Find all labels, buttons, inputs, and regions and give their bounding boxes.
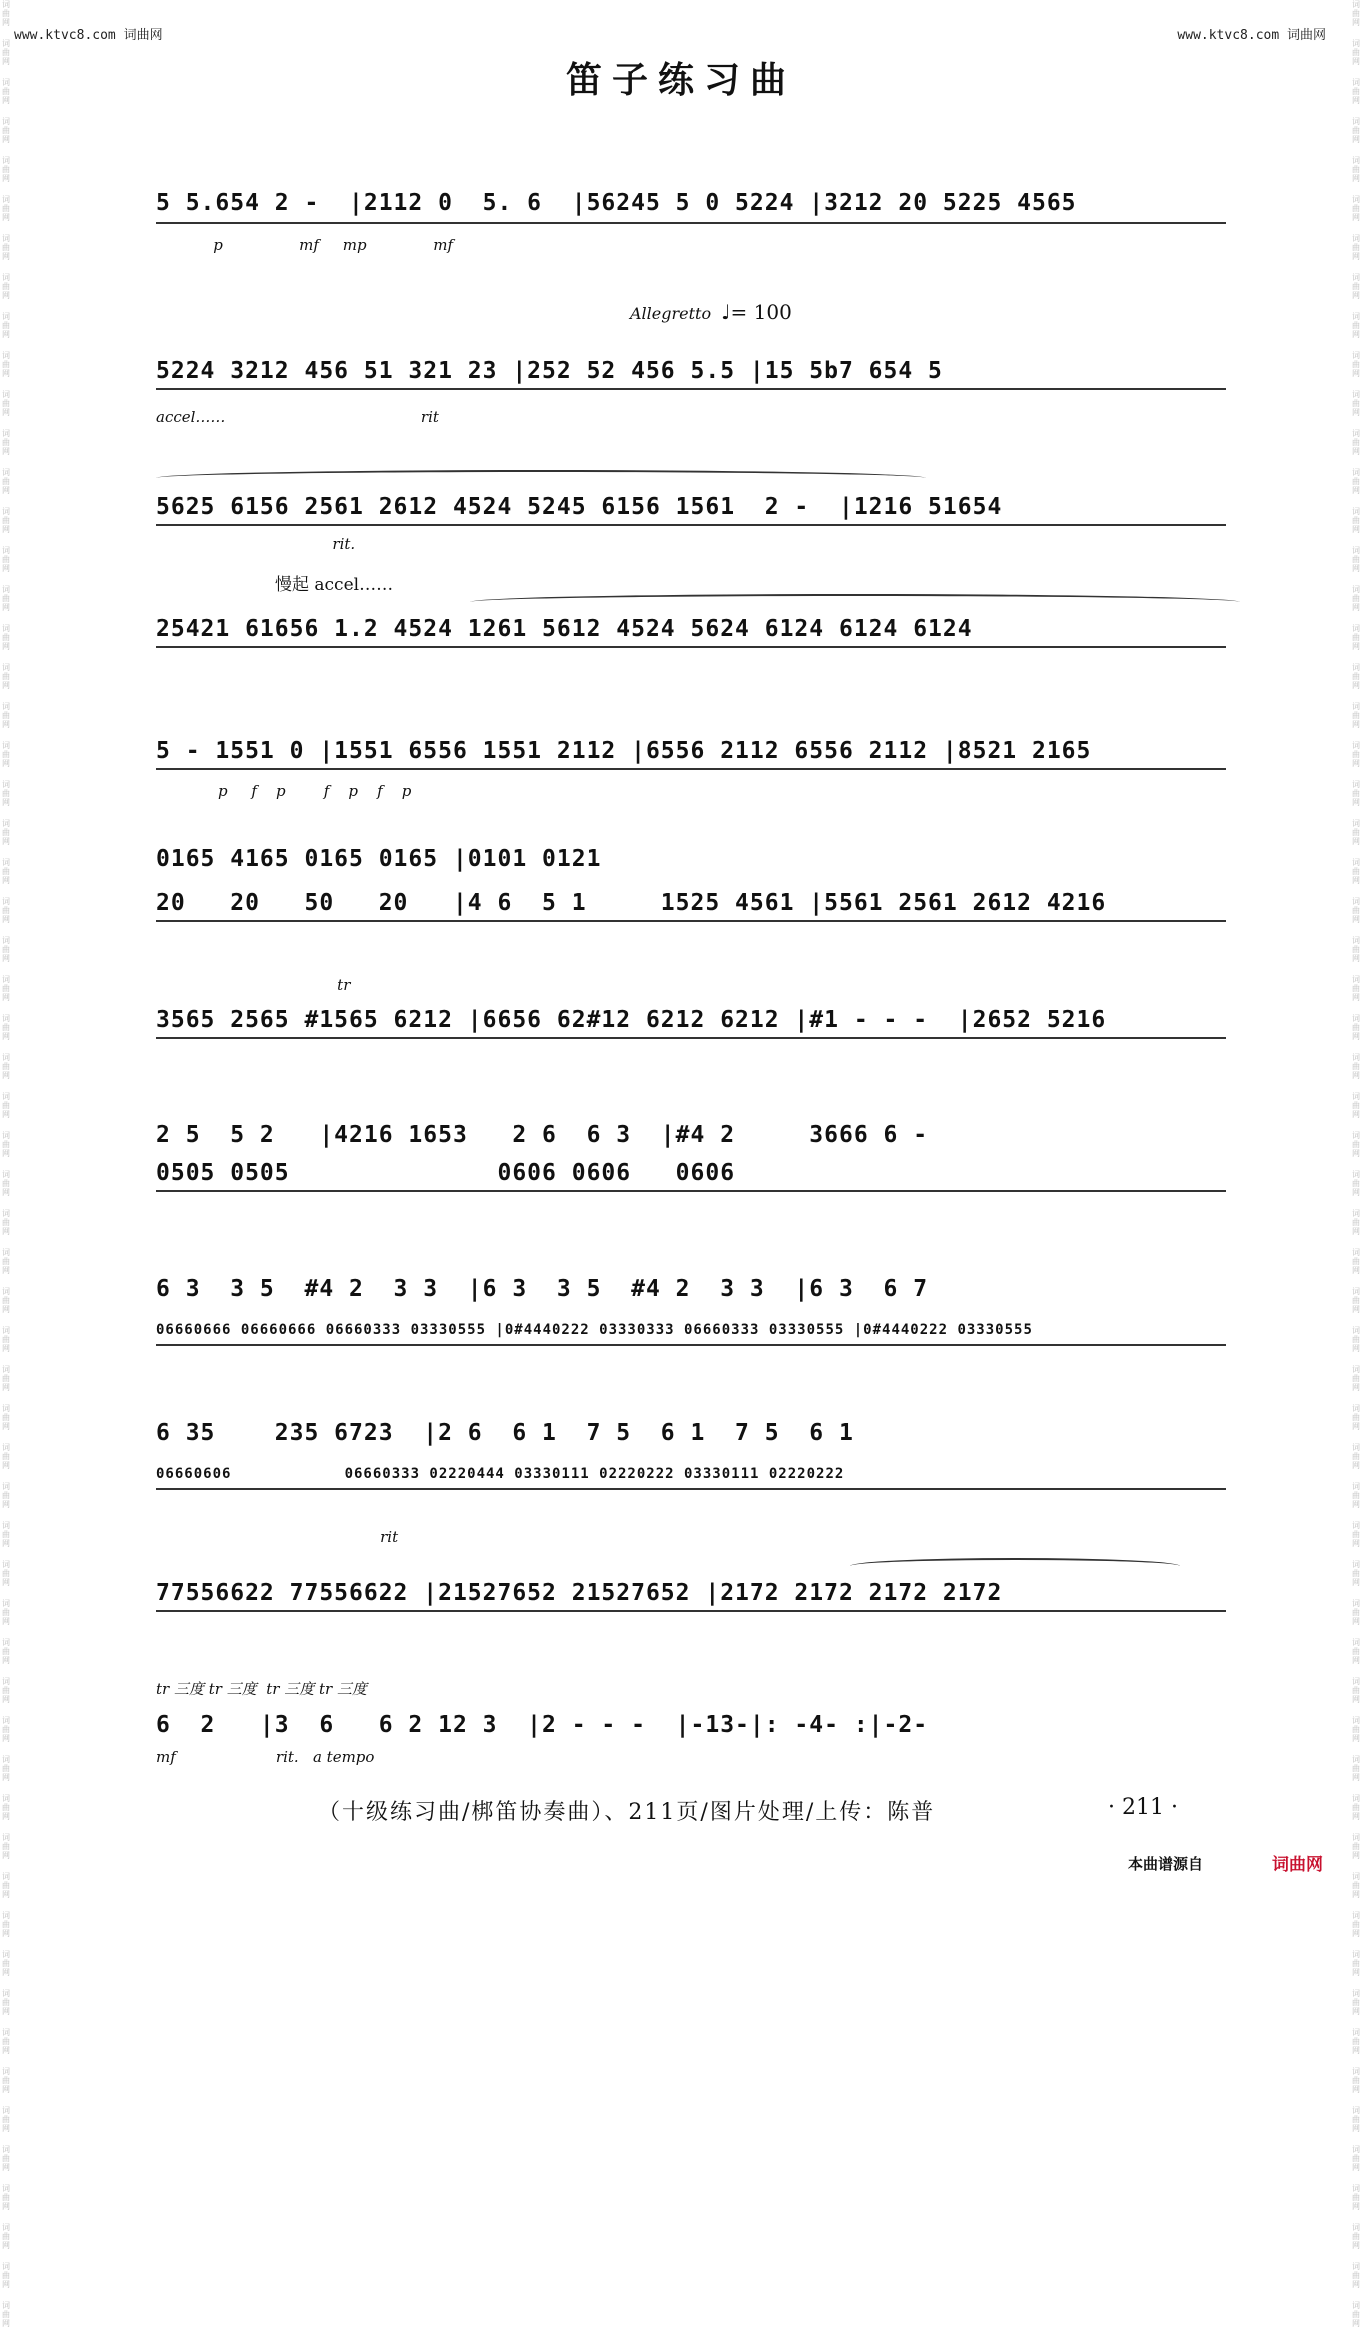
watermark-text: 词曲网 bbox=[2, 312, 10, 339]
watermark-text: 词曲网 bbox=[2, 546, 10, 573]
watermark-text: 词曲网 bbox=[2, 507, 10, 534]
watermark-text: 词曲网 bbox=[2, 468, 10, 495]
watermark-text: 词曲网 bbox=[2, 1560, 10, 1587]
watermark-text: 词曲网 bbox=[2, 1638, 10, 1665]
score-line-2: 5224 3212 456 51 321 23 |252 52 456 5.5 |15 5b7 654 5 bbox=[156, 358, 943, 384]
dynamics-line-2: accel…… rit bbox=[156, 408, 439, 426]
watermark-text: 词曲网 bbox=[2, 780, 10, 807]
watermark-text: 词曲网 bbox=[2, 2145, 10, 2172]
watermark-text: 词曲网 bbox=[2, 936, 10, 963]
watermark-text: 词曲网 bbox=[1352, 1677, 1360, 1704]
watermark-text: 词曲网 bbox=[1352, 1365, 1360, 1392]
watermark-text: 词曲网 bbox=[2, 741, 10, 768]
watermark-text: 词曲网 bbox=[2, 351, 10, 378]
watermark-text: 词曲网 bbox=[1352, 2301, 1360, 2328]
watermark-text: 词曲网 bbox=[2, 2301, 10, 2328]
beam-line-1 bbox=[156, 222, 1226, 224]
watermark-text: 词曲网 bbox=[1352, 1872, 1360, 1899]
score-line-9-upper: 6 3 3 5 #4 2 3 3 |6 3 3 5 #4 2 3 3 |6 3 6 7 bbox=[156, 1276, 929, 1302]
watermark-text: 词曲网 bbox=[2, 1755, 10, 1782]
watermark-text: 词曲网 bbox=[2, 1872, 10, 1899]
beam-line-10 bbox=[156, 1488, 1226, 1490]
watermark-text: 词曲网 bbox=[1352, 507, 1360, 534]
right-watermark-strip bbox=[1350, 0, 1362, 2328]
watermark-text: 词曲网 bbox=[2, 1248, 10, 1275]
dynamics-line-12: mf rit. a tempo bbox=[156, 1748, 375, 1766]
watermark-text: 词曲网 bbox=[2, 1599, 10, 1626]
watermark-text: 词曲网 bbox=[2, 858, 10, 885]
watermark-text: 词曲网 bbox=[1352, 1131, 1360, 1158]
slur-arc bbox=[470, 594, 1240, 610]
dynamics-line-7: tr bbox=[156, 976, 351, 994]
dynamics-line-5: p f p f p f p bbox=[156, 782, 412, 800]
watermark-text: 词曲网 bbox=[1352, 1521, 1360, 1548]
slur-arc bbox=[156, 470, 926, 486]
watermark-text: 词曲网 bbox=[2, 39, 10, 66]
watermark-text: 词曲网 bbox=[1352, 936, 1360, 963]
watermark-text: 词曲网 bbox=[1352, 156, 1360, 183]
score-line-9-lower: 06660666 06660666 06660333 03330555 |0#4440222 03330333 06660333 03330555 |0#4440222 03330555 bbox=[156, 1322, 1033, 1338]
watermark-text: 词曲网 bbox=[2, 1365, 10, 1392]
watermark-text: 词曲网 bbox=[2, 1521, 10, 1548]
watermark-text: 词曲网 bbox=[1352, 1638, 1360, 1665]
watermark-text: 词曲网 bbox=[1352, 1560, 1360, 1587]
watermark-text: 词曲网 bbox=[2, 1092, 10, 1119]
watermark-text: 词曲网 bbox=[1352, 1248, 1360, 1275]
watermark-text: 词曲网 bbox=[2, 2184, 10, 2211]
watermark-text: 词曲网 bbox=[1352, 1404, 1360, 1431]
beam-line-4 bbox=[156, 646, 1226, 648]
watermark-text: 词曲网 bbox=[2, 1014, 10, 1041]
watermark-text: 词曲网 bbox=[2, 117, 10, 144]
watermark-text: 词曲网 bbox=[1352, 1911, 1360, 1938]
beam-line-2 bbox=[156, 388, 1226, 390]
watermark-text: 词曲网 bbox=[1352, 234, 1360, 261]
watermark-text: 词曲网 bbox=[2, 273, 10, 300]
watermark-text: 词曲网 bbox=[1352, 2223, 1360, 2250]
slow-start-annotation: 慢起 accel…… bbox=[275, 575, 394, 595]
ornament-line-12: tr 三度 tr 三度 tr 三度 tr 三度 bbox=[156, 1680, 367, 1698]
watermark-text: 词曲网 bbox=[2, 1833, 10, 1860]
watermark-text: 词曲网 bbox=[1352, 1092, 1360, 1119]
watermark-text: 词曲网 bbox=[2, 0, 10, 27]
watermark-text: 词曲网 bbox=[2, 585, 10, 612]
score-line-3: 5625 6156 2561 2612 4524 5245 6156 1561 2 - |1216 51654 bbox=[156, 494, 1003, 520]
watermark-text: 词曲网 bbox=[1352, 2184, 1360, 2211]
watermark-text: 词曲网 bbox=[1352, 819, 1360, 846]
watermark-text: 词曲网 bbox=[2, 2028, 10, 2055]
score-line-6-upper: 0165 4165 0165 0165 |0101 0121 bbox=[156, 846, 602, 872]
watermark-text: 词曲网 bbox=[1352, 273, 1360, 300]
watermark-text: 词曲网 bbox=[2, 1989, 10, 2016]
watermark-text: 词曲网 bbox=[1352, 195, 1360, 222]
beam-line-6 bbox=[156, 920, 1226, 922]
tempo-marking bbox=[630, 300, 792, 324]
beam-line-3 bbox=[156, 524, 1226, 526]
watermark-text: 词曲网 bbox=[1352, 312, 1360, 339]
beam-line-5 bbox=[156, 768, 1226, 770]
watermark-text: 词曲网 bbox=[1352, 1989, 1360, 2016]
watermark-text: 词曲网 bbox=[2, 2106, 10, 2133]
watermark-text: 词曲网 bbox=[2, 156, 10, 183]
beam-line-9 bbox=[156, 1344, 1226, 1346]
watermark-text: 词曲网 bbox=[1352, 546, 1360, 573]
watermark-text: 词曲网 bbox=[1352, 624, 1360, 651]
site-logo[interactable]: 词曲网 bbox=[1272, 1855, 1323, 1875]
watermark-text: 词曲网 bbox=[2, 702, 10, 729]
watermark-text: 词曲网 bbox=[1352, 0, 1360, 27]
watermark-text: 词曲网 bbox=[1352, 2145, 1360, 2172]
watermark-text: 词曲网 bbox=[2, 1482, 10, 1509]
watermark-text: 词曲网 bbox=[1352, 429, 1360, 456]
watermark-text: 词曲网 bbox=[2, 897, 10, 924]
watermark-text: 词曲网 bbox=[1352, 390, 1360, 417]
watermark-text: 词曲网 bbox=[1352, 1287, 1360, 1314]
watermark-text: 词曲网 bbox=[2, 1794, 10, 1821]
watermark-text: 词曲网 bbox=[2, 195, 10, 222]
score-line-10-lower: 06660606 06660333 02220444 03330111 02220222 03330111 02220222 bbox=[156, 1466, 845, 1482]
watermark-text: 词曲网 bbox=[1352, 780, 1360, 807]
dynamics-line-1: p mf mp mf bbox=[156, 236, 454, 254]
watermark-text: 词曲网 bbox=[1352, 78, 1360, 105]
score-line-8-upper: 2 5 5 2 |4216 1653 2 6 6 3 |#4 2 3666 6 - bbox=[156, 1122, 929, 1148]
score-line-10-upper: 6 35 235 6723 |2 6 6 1 7 5 6 1 7 5 6 1 bbox=[156, 1420, 854, 1446]
watermark-text: 词曲网 bbox=[2, 1716, 10, 1743]
watermark-text: 词曲网 bbox=[1352, 1209, 1360, 1236]
tempo-label: Allegretto bbox=[630, 304, 712, 323]
watermark-text: 词曲网 bbox=[1352, 585, 1360, 612]
watermark-text: 词曲网 bbox=[1352, 2067, 1360, 2094]
watermark-text: 词曲网 bbox=[1352, 2106, 1360, 2133]
dynamics-line-3: rit. bbox=[156, 535, 356, 553]
score-line-7: 3565 2565 #1565 6212 |6656 62#12 6212 6212 |#1 - - - |2652 5216 bbox=[156, 1007, 1107, 1033]
watermark-text: 词曲网 bbox=[1352, 1716, 1360, 1743]
footer-caption: （十级练习曲/梆笛协奏曲）、211页/图片处理/上传：陈普 bbox=[318, 1800, 936, 1825]
watermark-text: 词曲网 bbox=[1352, 1794, 1360, 1821]
watermark-text: 词曲网 bbox=[1352, 468, 1360, 495]
score-line-1: 5 5.654 2 - |2112 0 5. 6 |56245 5 0 5224 |3212 20 5225 4565 bbox=[156, 190, 1077, 216]
watermark-text: 词曲网 bbox=[2, 2067, 10, 2094]
watermark-text: 词曲网 bbox=[1352, 351, 1360, 378]
watermark-text: 词曲网 bbox=[2, 390, 10, 417]
watermark-text: 词曲网 bbox=[1352, 1482, 1360, 1509]
watermark-text: 词曲网 bbox=[1352, 663, 1360, 690]
watermark-text: 词曲网 bbox=[1352, 1833, 1360, 1860]
source-label: 本曲谱源自 bbox=[1128, 1855, 1204, 1873]
watermark-text: 词曲网 bbox=[2, 1287, 10, 1314]
watermark-text: 词曲网 bbox=[1352, 117, 1360, 144]
watermark-text: 词曲网 bbox=[1352, 1950, 1360, 1977]
watermark-text: 词曲网 bbox=[1352, 858, 1360, 885]
header-url-right: www.ktvc8.com 词曲网 bbox=[1177, 28, 1326, 43]
watermark-text: 词曲网 bbox=[1352, 1599, 1360, 1626]
watermark-text: 词曲网 bbox=[1352, 1053, 1360, 1080]
watermark-text: 词曲网 bbox=[2, 1443, 10, 1470]
watermark-text: 词曲网 bbox=[2, 429, 10, 456]
watermark-text: 词曲网 bbox=[2, 1131, 10, 1158]
watermark-text: 词曲网 bbox=[1352, 741, 1360, 768]
header-url-left: www.ktvc8.com 词曲网 bbox=[14, 28, 163, 43]
watermark-text: 词曲网 bbox=[1352, 1443, 1360, 1470]
score-line-6-lower: 20 20 50 20 |4 6 5 1 1525 4561 |5561 2561 2612 4216 bbox=[156, 890, 1107, 916]
watermark-text: 词曲网 bbox=[2, 624, 10, 651]
page-title: 笛子练习曲 bbox=[565, 59, 796, 101]
watermark-text: 词曲网 bbox=[1352, 1170, 1360, 1197]
beam-line-7 bbox=[156, 1037, 1226, 1039]
watermark-text: 词曲网 bbox=[2, 1950, 10, 1977]
watermark-text: 词曲网 bbox=[1352, 1014, 1360, 1041]
watermark-text: 词曲网 bbox=[1352, 1755, 1360, 1782]
slur-arc bbox=[850, 1558, 1180, 1574]
beam-line-11 bbox=[156, 1610, 1226, 1612]
score-line-12: 6 2 |3 6 6 2 12 3 |2 - - - |-13-|: -4- :|-2- bbox=[156, 1712, 929, 1738]
score-line-4: 25421 61656 1.2 4524 1261 5612 4524 5624 6124 6124 6124 bbox=[156, 616, 973, 642]
left-watermark-strip bbox=[0, 0, 12, 2328]
score-line-8-lower: 0505 0505 0606 0606 0606 bbox=[156, 1160, 736, 1186]
watermark-text: 词曲网 bbox=[1352, 2262, 1360, 2289]
tempo-bpm: ♩= 100 bbox=[721, 300, 792, 324]
watermark-text: 词曲网 bbox=[1352, 2028, 1360, 2055]
watermark-text: 词曲网 bbox=[2, 1677, 10, 1704]
watermark-text: 词曲网 bbox=[1352, 39, 1360, 66]
dynamics-line-11: rit bbox=[156, 1528, 399, 1546]
page-number: · 211 · bbox=[1108, 1795, 1178, 1820]
watermark-text: 词曲网 bbox=[2, 1209, 10, 1236]
watermark-text: 词曲网 bbox=[2, 1911, 10, 1938]
watermark-text: 词曲网 bbox=[2, 819, 10, 846]
watermark-text: 词曲网 bbox=[2, 1053, 10, 1080]
watermark-text: 词曲网 bbox=[2, 1404, 10, 1431]
watermark-text: 词曲网 bbox=[1352, 1326, 1360, 1353]
watermark-text: 词曲网 bbox=[2, 234, 10, 261]
beam-line-8 bbox=[156, 1190, 1226, 1192]
watermark-text: 词曲网 bbox=[2, 663, 10, 690]
watermark-text: 词曲网 bbox=[1352, 897, 1360, 924]
watermark-text: 词曲网 bbox=[1352, 702, 1360, 729]
watermark-text: 词曲网 bbox=[2, 975, 10, 1002]
score-line-11: 77556622 77556622 |21527652 21527652 |2172 2172 2172 2172 bbox=[156, 1580, 1003, 1606]
watermark-text: 词曲网 bbox=[1352, 975, 1360, 1002]
watermark-text: 词曲网 bbox=[2, 2223, 10, 2250]
score-line-5: 5 - 1551 0 |1551 6556 1551 2112 |6556 2112 6556 2112 |8521 2165 bbox=[156, 738, 1092, 764]
watermark-text: 词曲网 bbox=[2, 2262, 10, 2289]
watermark-text: 词曲网 bbox=[2, 78, 10, 105]
watermark-text: 词曲网 bbox=[2, 1170, 10, 1197]
watermark-text: 词曲网 bbox=[2, 1326, 10, 1353]
